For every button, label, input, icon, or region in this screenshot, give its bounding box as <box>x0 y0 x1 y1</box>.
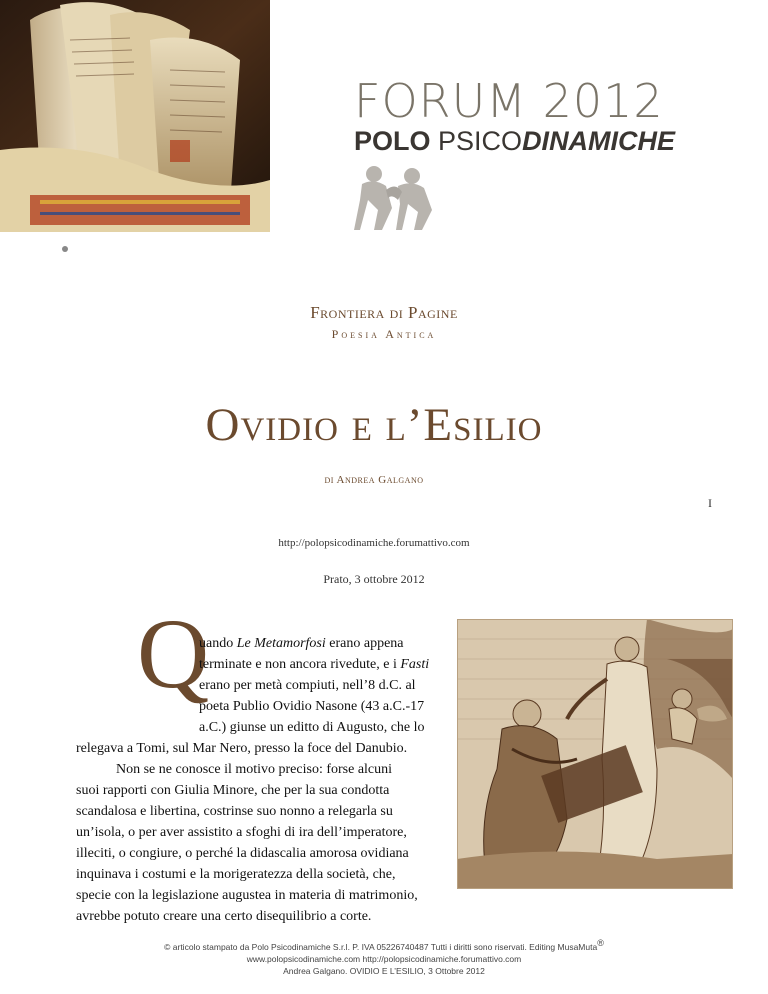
figures-logo-icon <box>352 160 440 232</box>
article-title: Ovidio e l’Esilio <box>205 399 543 451</box>
page-footer <box>0 937 768 977</box>
footer-citation: Andrea Galgano. OVIDIO E L’ESILIO, 3 Ottobre 2012 <box>283 965 485 976</box>
body-line: illeciti, o congiure, o perché la didascalia amorosa ovidiana <box>76 846 409 861</box>
page-number: I <box>708 496 712 510</box>
body-line: erano per metà compiuti, nell’8 d.C. al <box>199 678 416 693</box>
body-line: terminate e non ancora rivedute, e i Fasti <box>199 657 430 672</box>
forum-logo-title: FORUM 2012 <box>354 74 664 128</box>
forum-logo-subtitle <box>354 128 734 155</box>
article-byline: di Andrea Galgano <box>324 474 424 486</box>
body-line: poeta Publio Ovidio Nasone (43 a.C.-17 <box>199 699 425 714</box>
section-subtitle: Poesia Antica <box>331 327 437 341</box>
body-line: suoi rapporti con Giulia Minore, che per la sua condotta <box>76 783 390 798</box>
body-line: a.C.) giunse un editto di Augusto, che lo <box>199 720 425 735</box>
logo-word-polo: POLO <box>354 126 431 156</box>
body-line: un’isola, o per aver assistito a sfoghi di ira dell’imperatore, <box>76 825 407 840</box>
book-photo <box>0 0 270 232</box>
article-date: Prato, 3 ottobre 2012 <box>323 572 425 586</box>
logo-word-dinamiche: DINAMICHE <box>522 126 676 156</box>
body-line: scandalosa e libertina, costrinse suo nonno a relegarla su <box>76 804 393 819</box>
site-url[interactable]: http://polopsicodinamiche.forumattivo.com <box>278 537 470 549</box>
body-line: Non se ne conosce il motivo preciso: forse alcuni <box>116 762 393 777</box>
body-line: inquinava i costumi e la morigeratezza della società, che, <box>76 867 396 882</box>
body-line: relegava a Tomi, sul Mar Nero, presso la foce del Danubio. <box>76 741 408 756</box>
logo-word-psico: PSICO <box>438 126 523 156</box>
footer-copyright: © articolo stampato da Polo Psicodinamiche S.r.l. P. IVA 05226740487 Tutti i diritti sono riservati. Editing MusaMuta® <box>164 938 604 952</box>
footer-urls[interactable]: www.polopsicodinamiche.com http://polopsicodinamiche.forumattivo.com <box>246 953 522 964</box>
body-line: avrebbe potuto creare una certo disequilibrio a corte. <box>76 909 372 924</box>
engraving-illustration <box>457 619 733 889</box>
body-line: uando Le Metamorfosi erano appena <box>199 636 404 651</box>
body-line: specie con la legislazione augustea in materia di matrimonio, <box>76 888 418 903</box>
section-title: Frontiera di Pagine <box>310 303 458 322</box>
bullet-dot <box>62 246 68 252</box>
drop-cap: Q <box>137 598 210 709</box>
